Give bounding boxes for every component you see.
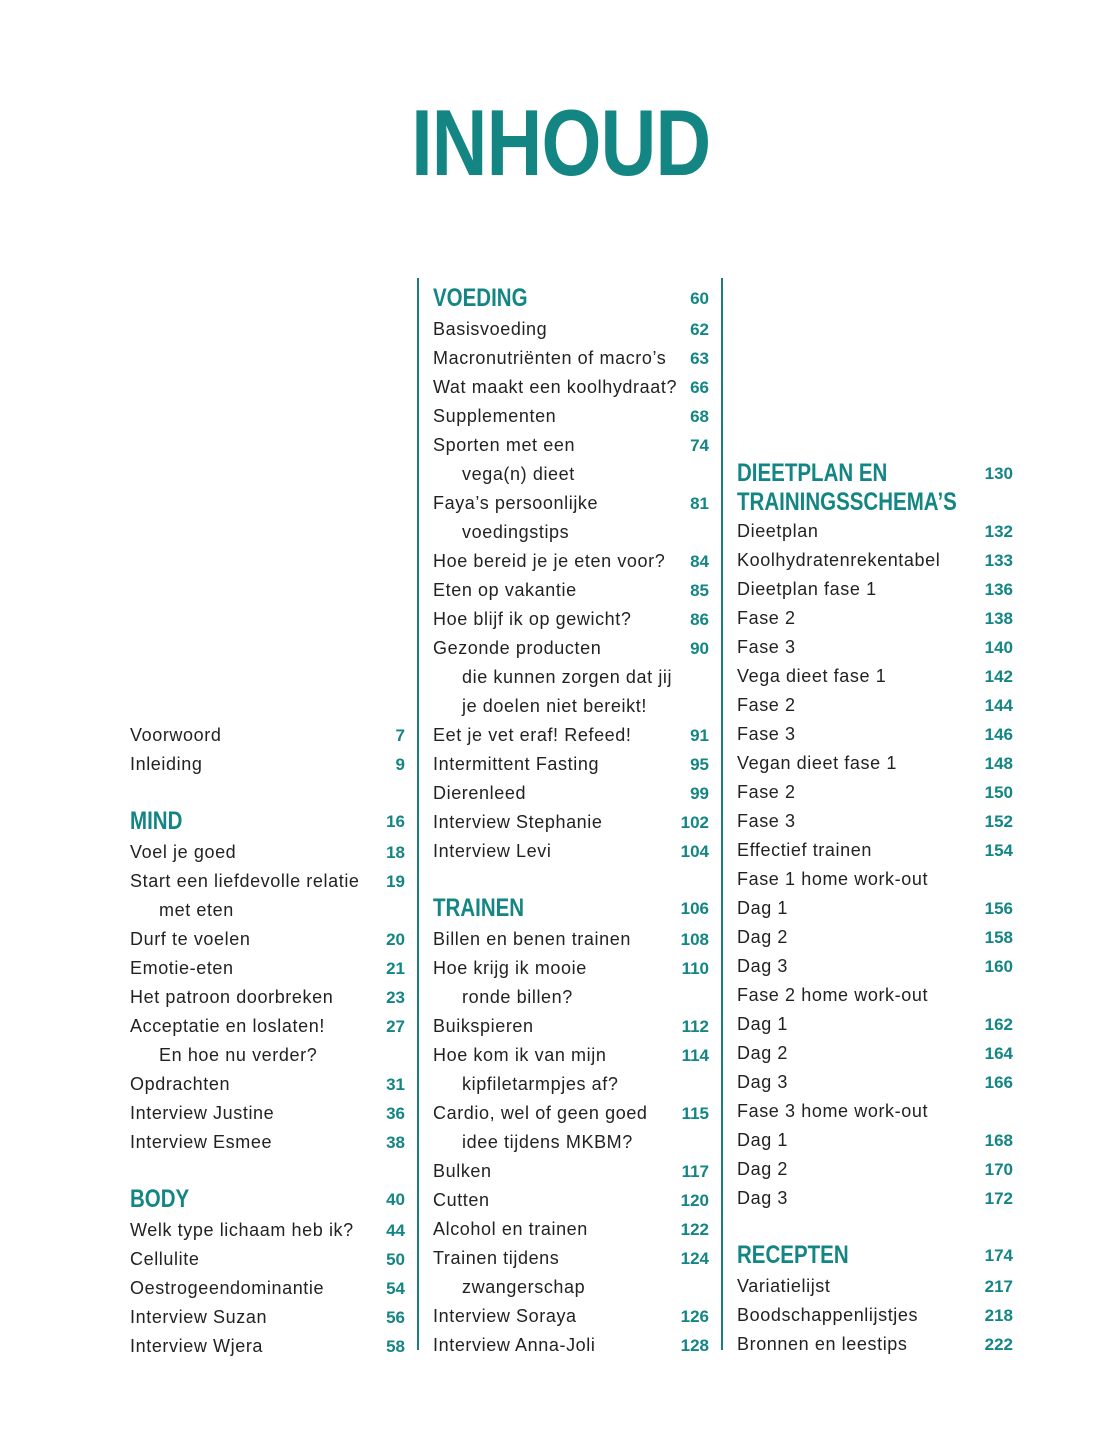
page-number: 128	[680, 1336, 709, 1355]
toc-entry	[737, 1010, 1013, 1039]
entry-title: Cellulite	[130, 1249, 200, 1269]
section-heading	[737, 488, 1013, 517]
entry-title: Interview Wjera	[130, 1336, 264, 1356]
toc-entry	[433, 634, 709, 663]
section-title: BODY	[130, 1185, 190, 1213]
section-heading	[737, 459, 1013, 488]
page-number: 9	[395, 755, 405, 774]
page-number: 152	[984, 812, 1013, 831]
entry-title: die kunnen zorgen dat jij	[462, 667, 673, 687]
toc-entry	[737, 691, 1013, 720]
page-number: 27	[386, 1017, 405, 1036]
entry-title: Buikspieren	[433, 1016, 534, 1036]
page-number: 86	[690, 610, 709, 629]
entry-title: Eet je vet eraf! Refeed!	[433, 725, 632, 745]
page-number: 50	[386, 1250, 405, 1269]
entry-title: Acceptatie en loslaten!	[130, 1016, 325, 1036]
toc-entry	[737, 546, 1013, 575]
entry-title: Welk type lichaam heb ik?	[130, 1220, 354, 1240]
toc-entry	[433, 721, 709, 750]
section-heading	[130, 1183, 405, 1216]
entry-title: Voorwoord	[130, 725, 222, 745]
entry-title: Het patroon doorbreken	[130, 987, 334, 1007]
section-gap	[130, 779, 405, 805]
section-heading	[737, 1239, 1013, 1272]
entry-title: Hoe blijf ik op gewicht?	[433, 609, 632, 629]
page-number: 160	[984, 957, 1013, 976]
toc-entry	[737, 633, 1013, 662]
page-number: 91	[690, 726, 709, 745]
page-number: 112	[681, 1017, 709, 1036]
page-number: 99	[690, 784, 709, 803]
entry-title: Cardio, wel of geen goed	[433, 1103, 648, 1123]
toc-entry	[433, 692, 709, 721]
page-number: 144	[984, 696, 1013, 715]
entry-title: Oestrogeendominantie	[130, 1278, 325, 1298]
section-heading	[130, 805, 405, 838]
toc-entry	[433, 547, 709, 576]
page-number: 63	[690, 349, 709, 368]
toc-entry	[433, 402, 709, 431]
page-number: 120	[680, 1191, 709, 1210]
page-number: 68	[690, 407, 709, 426]
page-number: 7	[395, 726, 405, 745]
toc-entry	[130, 1128, 405, 1157]
entry-title: Macronutriënten of macro’s	[433, 348, 667, 368]
page-number: 18	[386, 843, 405, 862]
entry-title: Dag 2	[737, 927, 789, 947]
toc-entry	[737, 662, 1013, 691]
page-number: 124	[680, 1249, 709, 1268]
entry-title: Interview Justine	[130, 1103, 275, 1123]
toc-entry	[737, 1330, 1013, 1359]
entry-title: Interview Stephanie	[433, 812, 603, 832]
section-title: TRAINEN	[433, 894, 525, 922]
toc-entry	[737, 981, 1013, 1010]
page-number: 110	[681, 959, 709, 978]
page-number: 166	[984, 1073, 1013, 1092]
entry-title: Dieetplan	[737, 521, 819, 541]
toc-entry	[130, 721, 405, 750]
toc-entry	[737, 749, 1013, 778]
page-number: 162	[984, 1015, 1013, 1034]
entry-title: Fase 2	[737, 608, 796, 628]
toc-entry	[433, 373, 709, 402]
toc-entry	[433, 1099, 709, 1128]
toc-entry	[130, 867, 405, 896]
entry-title: Fase 3	[737, 724, 796, 744]
page-number: 16	[386, 812, 405, 831]
section-heading	[433, 892, 709, 925]
toc-entry	[433, 1041, 709, 1070]
toc-entry	[433, 1070, 709, 1099]
toc-entry	[433, 1244, 709, 1273]
entry-title: Interview Soraya	[433, 1306, 577, 1326]
entry-title: Fase 2	[737, 695, 796, 715]
page-number: 218	[984, 1306, 1013, 1325]
entry-title: Dag 2	[737, 1043, 789, 1063]
toc-column-2	[433, 282, 709, 1360]
entry-title: Dierenleed	[433, 783, 527, 803]
page-number: 142	[984, 667, 1013, 686]
entry-title: Variatielijst	[737, 1276, 831, 1296]
toc-entry	[433, 1012, 709, 1041]
page-number: 126	[680, 1307, 709, 1326]
entry-title: Sporten met een	[433, 435, 576, 455]
page-number: 130	[984, 464, 1013, 483]
entry-title: Faya’s persoonlijke	[433, 493, 599, 513]
entry-title: voedingstips	[462, 522, 570, 542]
section-title: VOEDING	[433, 284, 528, 312]
entry-title: Effectief trainen	[737, 840, 872, 860]
entry-title: Dag 3	[737, 1188, 789, 1208]
page-number: 154	[984, 841, 1013, 860]
toc-entry	[433, 1128, 709, 1157]
page-number: 84	[690, 552, 709, 571]
section-title: MIND	[130, 807, 183, 835]
entry-title: En hoe nu verder?	[159, 1045, 318, 1065]
toc-entry	[130, 1216, 405, 1245]
page-number: 164	[984, 1044, 1013, 1063]
toc-entry	[433, 489, 709, 518]
toc-entry	[130, 896, 405, 925]
section-title: TRAININGSSCHEMA’S	[737, 488, 957, 516]
entry-title: Dag 3	[737, 956, 789, 976]
page-number: 102	[680, 813, 709, 832]
page-number: 148	[984, 754, 1013, 773]
page-number: 36	[386, 1104, 405, 1123]
page-number: 172	[984, 1189, 1013, 1208]
toc-entry	[433, 808, 709, 837]
toc-entry	[130, 1274, 405, 1303]
page-number: 62	[690, 320, 709, 339]
entry-title: Trainen tijdens	[433, 1248, 560, 1268]
page-number: 38	[386, 1133, 405, 1152]
toc-entry	[433, 431, 709, 460]
toc-entry	[433, 1186, 709, 1215]
page-number: 58	[386, 1337, 405, 1356]
section-gap	[737, 1213, 1013, 1239]
entry-title: vega(n) dieet	[462, 464, 575, 484]
toc-entry	[433, 576, 709, 605]
toc-entry	[737, 952, 1013, 981]
entry-title: Fase 2 home work-out	[737, 985, 929, 1005]
entry-title: Koolhydratenrekentabel	[737, 550, 941, 570]
toc-entry	[433, 344, 709, 373]
entry-title: Hoe krijg ik mooie	[433, 958, 587, 978]
toc-entry	[737, 720, 1013, 749]
toc-entry	[433, 605, 709, 634]
page-number: 60	[690, 289, 709, 308]
page-number: 81	[690, 494, 709, 513]
toc-entry	[130, 1099, 405, 1128]
toc-entry	[433, 1157, 709, 1186]
page-number: 170	[984, 1160, 1013, 1179]
toc-entry	[130, 1303, 405, 1332]
toc-entry	[433, 837, 709, 866]
toc-entry	[737, 865, 1013, 894]
column-divider	[721, 278, 723, 1350]
toc-entry	[737, 517, 1013, 546]
page-number: 136	[984, 580, 1013, 599]
toc-entry	[433, 315, 709, 344]
toc-entry	[737, 894, 1013, 923]
page-number: 66	[690, 378, 709, 397]
toc-entry	[130, 983, 405, 1012]
toc-entry	[130, 1332, 405, 1361]
toc-entry	[433, 1331, 709, 1360]
entry-title: ronde billen?	[462, 987, 573, 1007]
page-number: 106	[680, 899, 709, 918]
entry-title: Eten op vakantie	[433, 580, 577, 600]
toc-entry	[130, 1012, 405, 1041]
entry-title: Inleiding	[130, 754, 203, 774]
toc-entry	[433, 1273, 709, 1302]
page-number: 54	[386, 1279, 405, 1298]
page-number: 122	[680, 1220, 709, 1239]
page-number: 104	[680, 842, 709, 861]
entry-title: Interview Esmee	[130, 1132, 273, 1152]
page-number: 21	[386, 959, 405, 978]
entry-title: Bulken	[433, 1161, 492, 1181]
toc-entry	[130, 838, 405, 867]
page-number: 95	[690, 755, 709, 774]
page-number: 138	[984, 609, 1013, 628]
toc-entry	[130, 750, 405, 779]
toc-entry	[433, 983, 709, 1012]
entry-title: Vega dieet fase 1	[737, 666, 887, 686]
entry-title: Wat maakt een koolhydraat?	[433, 377, 678, 397]
entry-title: Boodschappenlijstjes	[737, 1305, 919, 1325]
toc-entry	[433, 925, 709, 954]
entry-title: Opdrachten	[130, 1074, 231, 1094]
entry-title: Fase 3	[737, 811, 796, 831]
toc-entry	[737, 1126, 1013, 1155]
page-number: 132	[984, 522, 1013, 541]
section-heading	[433, 282, 709, 315]
entry-title: idee tijdens MKBM?	[462, 1132, 633, 1152]
entry-title: kipfiletarmpjes af?	[462, 1074, 619, 1094]
entry-title: Dieetplan fase 1	[737, 579, 877, 599]
page-number: 140	[984, 638, 1013, 657]
entry-title: zwangerschap	[462, 1277, 586, 1297]
toc-entry	[737, 1155, 1013, 1184]
entry-title: Dag 1	[737, 1014, 789, 1034]
entry-title: Dag 1	[737, 1130, 789, 1150]
toc-entry	[130, 954, 405, 983]
toc-entry	[737, 1272, 1013, 1301]
entry-title: Supplementen	[433, 406, 557, 426]
section-title: DIEETPLAN EN	[737, 459, 888, 487]
page-number: 117	[681, 1162, 709, 1181]
page-title: INHOUD	[411, 90, 711, 195]
toc-entry	[737, 807, 1013, 836]
section-title: RECEPTEN	[737, 1241, 849, 1269]
entry-title: Start een liefdevolle relatie	[130, 871, 360, 891]
entry-title: Vegan dieet fase 1	[737, 753, 897, 773]
toc-entry	[737, 575, 1013, 604]
entry-title: Durf te voelen	[130, 929, 251, 949]
toc-entry	[433, 1302, 709, 1331]
entry-title: Dag 1	[737, 898, 789, 918]
page-number: 56	[386, 1308, 405, 1327]
entry-title: Interview Levi	[433, 841, 552, 861]
entry-title: Basisvoeding	[433, 319, 548, 339]
entry-title: Hoe bereid je je eten voor?	[433, 551, 666, 571]
page-number: 44	[386, 1221, 405, 1240]
toc-entry	[433, 750, 709, 779]
toc-entry	[737, 778, 1013, 807]
page-number: 217	[984, 1277, 1013, 1296]
page-number: 158	[984, 928, 1013, 947]
entry-title: Dag 3	[737, 1072, 789, 1092]
toc-entry	[737, 836, 1013, 865]
page-number: 174	[984, 1246, 1013, 1265]
toc-entry	[433, 954, 709, 983]
toc-entry	[433, 518, 709, 547]
toc-entry	[737, 923, 1013, 952]
page-number: 150	[984, 783, 1013, 802]
page-number: 222	[984, 1335, 1013, 1354]
page-number: 108	[680, 930, 709, 949]
page-number: 85	[690, 581, 709, 600]
toc-entry	[433, 779, 709, 808]
page-number: 90	[690, 639, 709, 658]
toc-entry	[737, 604, 1013, 633]
toc-entry	[737, 1097, 1013, 1126]
entry-title: Hoe kom ik van mijn	[433, 1045, 607, 1065]
toc-column-1	[130, 721, 405, 1361]
entry-title: Voel je goed	[130, 842, 237, 862]
toc-entry	[130, 925, 405, 954]
toc-column-3	[737, 459, 1013, 1359]
entry-title: Bronnen en leestips	[737, 1334, 908, 1354]
page-number: 114	[681, 1046, 709, 1065]
toc-entry	[130, 1245, 405, 1274]
entry-title: Intermittent Fasting	[433, 754, 600, 774]
entry-title: Interview Suzan	[130, 1307, 268, 1327]
toc-entry	[737, 1039, 1013, 1068]
entry-title: Dag 2	[737, 1159, 789, 1179]
entry-title: Emotie-eten	[130, 958, 234, 978]
toc-entry	[130, 1041, 405, 1070]
entry-title: Fase 3 home work-out	[737, 1101, 929, 1121]
section-gap	[433, 866, 709, 892]
page-number: 74	[690, 436, 709, 455]
toc-entry	[130, 1070, 405, 1099]
page-number: 168	[984, 1131, 1013, 1150]
toc-entry	[737, 1068, 1013, 1097]
entry-title: Cutten	[433, 1190, 490, 1210]
page-number: 115	[681, 1104, 709, 1123]
toc-entry	[433, 460, 709, 489]
entry-title: Fase 1 home work-out	[737, 869, 929, 889]
toc-entry	[737, 1301, 1013, 1330]
entry-title: Billen en benen trainen	[433, 929, 631, 949]
entry-title: je doelen niet bereikt!	[462, 696, 647, 716]
entry-title: Fase 3	[737, 637, 796, 657]
page-number: 156	[984, 899, 1013, 918]
entry-title: Gezonde producten	[433, 638, 602, 658]
toc-entry	[433, 1215, 709, 1244]
entry-title: Interview Anna-Joli	[433, 1335, 596, 1355]
page-number: 20	[386, 930, 405, 949]
section-gap	[130, 1157, 405, 1183]
toc-entry	[737, 1184, 1013, 1213]
page-number: 19	[386, 872, 405, 891]
page-number: 31	[386, 1075, 405, 1094]
entry-title: Alcohol en trainen	[433, 1219, 588, 1239]
entry-title: met eten	[159, 900, 234, 920]
page-number: 23	[386, 988, 405, 1007]
page-number: 133	[984, 551, 1013, 570]
page-number: 146	[984, 725, 1013, 744]
column-divider	[417, 278, 419, 1350]
toc-entry	[433, 663, 709, 692]
entry-title: Fase 2	[737, 782, 796, 802]
page-number: 40	[386, 1190, 405, 1209]
